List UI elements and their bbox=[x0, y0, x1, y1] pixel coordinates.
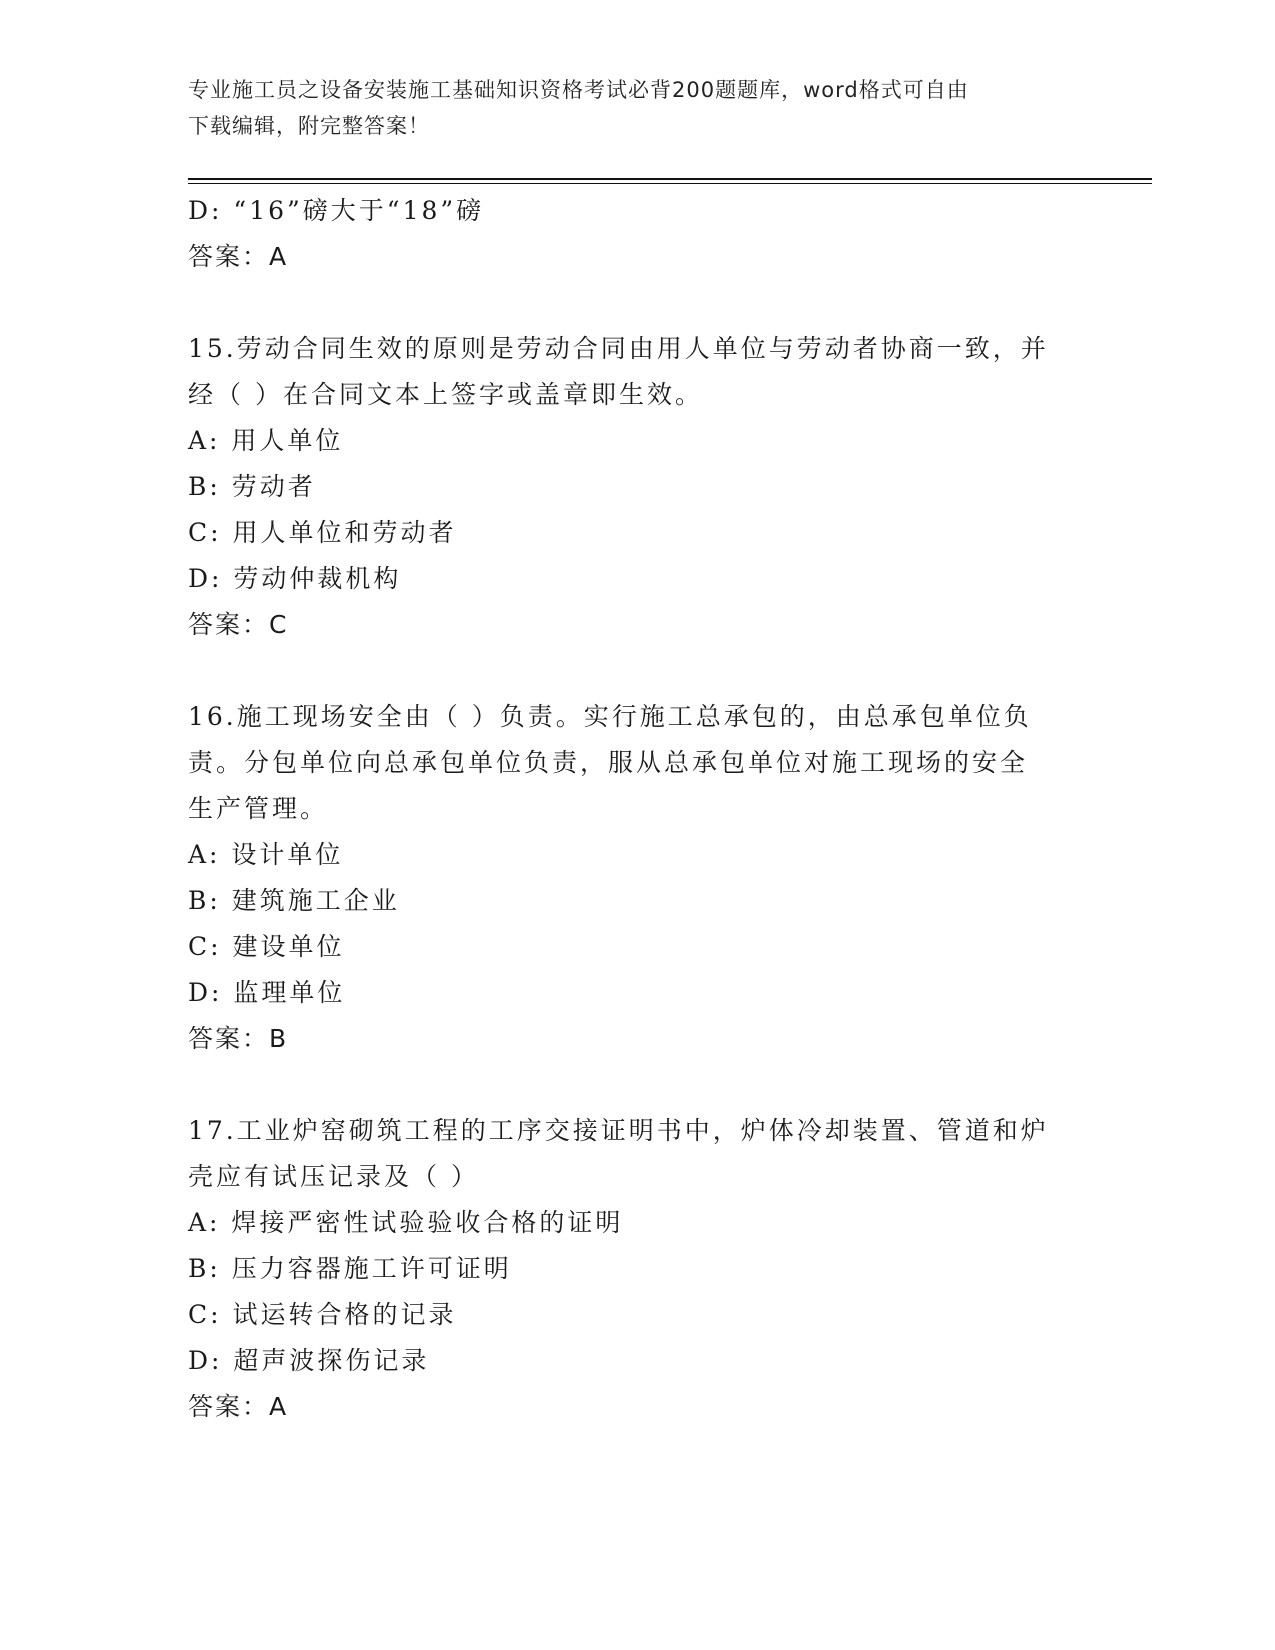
spacer bbox=[188, 1062, 1088, 1108]
header-line-1: 专业施工员之设备安装施工基础知识资格考试必背200题题库，word格式可自由 bbox=[188, 78, 969, 102]
question-stem: 经（ ）在合同文本上签字或盖章即生效。 bbox=[188, 380, 703, 409]
option-a: A: 焊接严密性试验验收合格的证明 bbox=[188, 1208, 624, 1237]
option-b: B: 建筑施工企业 bbox=[188, 886, 400, 915]
question-stem: 责。分包单位向总承包单位负责，服从总承包单位对施工现场的安全 bbox=[188, 748, 1029, 777]
spacer bbox=[188, 648, 1088, 694]
option-b: B: 压力容器施工许可证明 bbox=[188, 1254, 512, 1283]
option-c: C: 建设单位 bbox=[188, 932, 345, 961]
question-16 bbox=[188, 694, 1088, 1062]
question-stem: 壳应有试压记录及（ ） bbox=[188, 1162, 479, 1191]
answer: 答案：B bbox=[188, 1024, 289, 1053]
header-rule-thin bbox=[188, 183, 1152, 184]
option-d: D: 劳动仲裁机构 bbox=[188, 564, 402, 593]
header-rule-thick bbox=[188, 178, 1152, 180]
option-a: A: 设计单位 bbox=[188, 840, 344, 869]
question-17 bbox=[188, 1108, 1088, 1430]
answer: 答案：A bbox=[188, 1392, 289, 1421]
answer: 答案：A bbox=[188, 242, 289, 271]
question-stem: 15.劳动合同生效的原则是劳动合同由用人单位与劳动者协商一致，并 bbox=[188, 334, 1049, 363]
question-stem: 16.施工现场安全由（ ）负责。实行施工总承包的，由总承包单位负 bbox=[188, 702, 1032, 731]
option-d: D: 超声波探伤记录 bbox=[188, 1346, 430, 1375]
option-d: D: “16”磅大于“18”磅 bbox=[188, 196, 485, 225]
option-c: C: 试运转合格的记录 bbox=[188, 1300, 457, 1329]
question-15 bbox=[188, 326, 1088, 648]
question-14-tail bbox=[188, 188, 1088, 280]
document-header bbox=[188, 72, 1088, 144]
option-b: B: 劳动者 bbox=[188, 472, 316, 501]
question-stem: 17.工业炉窑砌筑工程的工序交接证明书中，炉体冷却装置、管道和炉 bbox=[188, 1116, 1049, 1145]
option-a: A: 用人单位 bbox=[188, 426, 344, 455]
header-line-2: 下载编辑，附完整答案！ bbox=[188, 114, 430, 138]
option-c: C: 用人单位和劳动者 bbox=[188, 518, 457, 547]
answer: 答案：C bbox=[188, 610, 289, 639]
document-body bbox=[188, 188, 1088, 1430]
spacer bbox=[188, 280, 1088, 326]
question-stem: 生产管理。 bbox=[188, 794, 329, 823]
option-d: D: 监理单位 bbox=[188, 978, 346, 1007]
